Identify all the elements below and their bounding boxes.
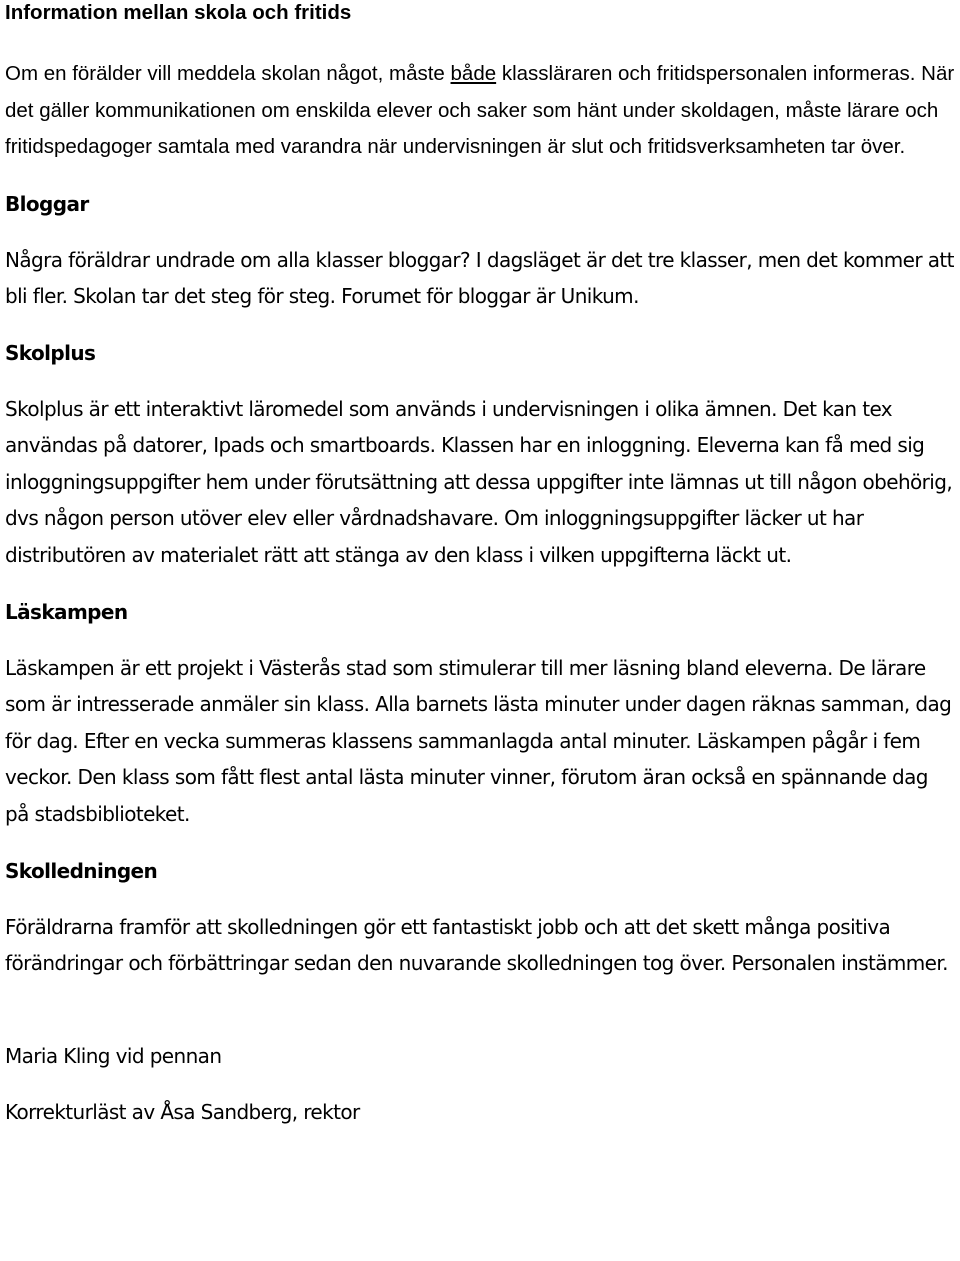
paragraph-text-part: klassläraren och fritidspersonalen informeras. När det gäller kommunikationen om enskilda elever och saker som hänt under skoldagen, måste lärare och fritidspedagoger samtala med varandra när undervisningen är slut och fritidsverksamheten tar över. (5, 62, 955, 158)
paragraph-skolledningen: Föräldrarna framför att skolledningen gör ett fantastiskt jobb och att det skett många positiva förändringar och förbättringar sedan den nuvarande skolledningen tog över. Personalen instämmer. (5, 914, 948, 976)
paragraph-bloggar: Några föräldrar undrade om alla klasser bloggar? I dagsläget är det tre klasser, men det kommer att bli fler. Skolan tar det steg för steg. Forumet för bloggar är Unikum. (5, 247, 954, 309)
section-heading-laskampen: Läskampen (5, 599, 128, 624)
paragraph-school-fritids (5, 26, 955, 166)
underlined-word: både (450, 62, 497, 85)
section-school-fritids (5, 0, 955, 166)
section-heading-skolledningen: Skolledningen (5, 858, 158, 883)
document-page (5, 0, 955, 1130)
paragraph-text-part: Om en förälder vill meddela skolan något, måste (5, 62, 451, 85)
paragraph-skolplus: Skolplus är ett interaktivt läromedel som används i undervisningen i olika ämnen. Det kan tex användas på datorer, Ipads och smartboards. Klassen har en inloggning. Eleverna kan få med sig inloggningsuppgifter hem under förutsättning att dessa uppgifter inte lämnas ut till någon obehörig, dvs någon person utöver elev eller vårdnadshavare. Om inloggningsuppgifter läcker ut har distributören av materialet rätt att stänga av den klass i vilken uppgifterna läckt ut. (5, 396, 953, 568)
calibri-sections (5, 166, 955, 1130)
paragraph-laskampen: Läskampen är ett projekt i Västerås stad som stimulerar till mer läsning bland eleverna. De lärare som är intresserade anmäler sin klass. Alla barnets lästa minuter under dagen räknas samman, dag för dag. Efter en vecka summeras klassens sammanlagda antal minuter. Läskampen pågår i fem veckor. Den klass som fått flest antal lästa minuter vinner, förutom äran också en spännande dag på stadsbiblioteket. (5, 655, 952, 827)
section-heading-bloggar: Bloggar (5, 191, 89, 216)
section-heading-skolplus: Skolplus (5, 340, 96, 365)
section-heading-school-fritids: Information mellan skola och fritids (5, 1, 352, 24)
signature-author: Maria Kling vid pennan (5, 1043, 222, 1068)
signature-proofread: Korrekturläst av Åsa Sandberg, rektor (5, 1099, 360, 1124)
